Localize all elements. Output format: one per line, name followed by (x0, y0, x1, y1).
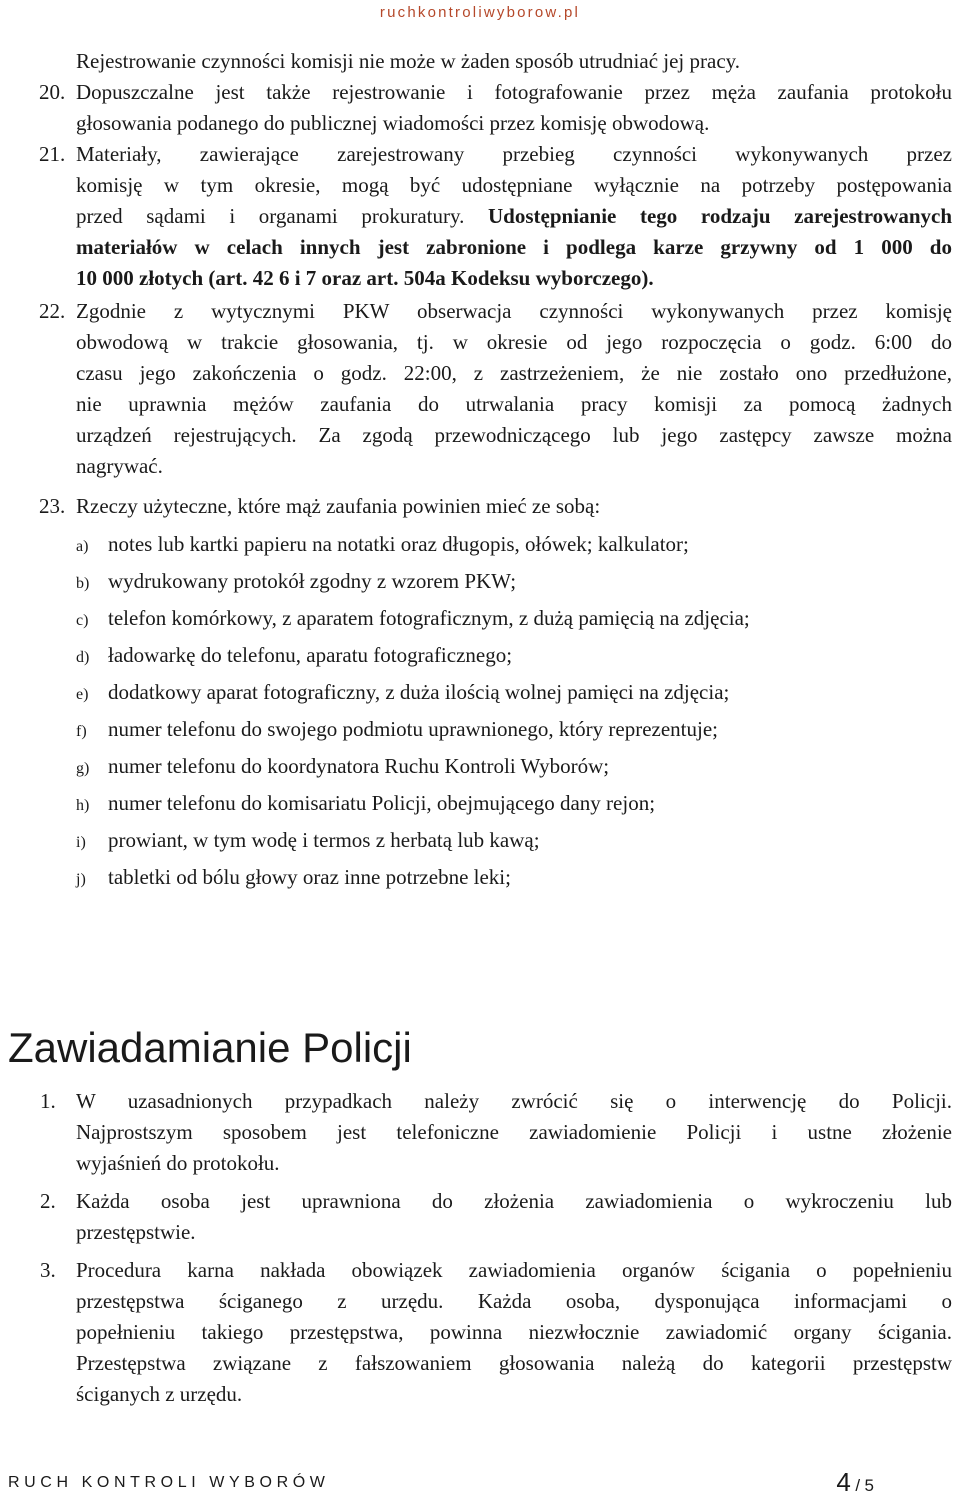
sub-text: telefon komórkowy, z aparatem fotograficznym, z dużą pamięcią na zdjęcia; (108, 606, 750, 630)
item-number: 1. (40, 1089, 56, 1113)
sub-list-item (76, 862, 952, 895)
sub-letter: i) (76, 834, 86, 851)
sub-letter: a) (76, 538, 89, 555)
intro-paragraph (76, 46, 952, 77)
sub-text: tabletki od bólu głowy oraz inne potrzebne leki; (108, 865, 511, 889)
text-line: przestępstwie. (76, 1220, 196, 1244)
text-line: ściganych z urzędu. (76, 1382, 243, 1406)
sub-list-item (76, 714, 952, 747)
sub-letter: h) (76, 797, 90, 814)
sub-list-item (76, 788, 952, 821)
text-line: Dopuszczalne jest także rejestrowanie i fotografowanie przez męża zaufania protokołu (76, 80, 952, 104)
list-item-23 (39, 491, 952, 522)
item-number: 2. (40, 1189, 56, 1213)
item-number: 3. (40, 1258, 56, 1282)
sub-letter: d) (76, 649, 90, 666)
footer-brand: RUCH KONTROLI WYBORÓW (8, 1474, 330, 1491)
text-line: urządzeń rejestrujących. Za zgodą przewodniczącego lub jego zastępcy zawsze można (76, 423, 952, 447)
sub-list-item (76, 603, 952, 636)
site-url[interactable]: ruchkontroliwyborow.pl (379, 4, 581, 21)
list-item-21 (39, 139, 952, 294)
sub-text: ładowarkę do telefonu, aparatu fotograficznego; (108, 643, 513, 667)
sub-list-item (76, 566, 952, 599)
text-line: czasu jego zakończenia o godz. 22:00, z zastrzeżeniem, że nie zostało ono przedłużone, (76, 361, 952, 385)
text-line: Procedura karna nakłada obowiązek zawiadomienia organów ścigania o popełnieniu (76, 1258, 952, 1282)
text-line: komisję w tym okresie, mogą być udostępniane wyłącznie na potrzeby postępowania (76, 173, 952, 197)
sub-letter: j) (76, 871, 86, 888)
section-item-1 (40, 1086, 952, 1179)
sub-list-item (76, 825, 952, 858)
sub-text: numer telefonu do koordynatora Ruchu Kontroli Wyborów; (108, 754, 610, 778)
sub-list-item (76, 529, 952, 562)
bold-notice-line: materiałów w celach innych jest zabronione i podlega karze grzywny od 1 000 do (76, 235, 952, 259)
sub-list-item (76, 640, 952, 673)
sub-text: numer telefonu do swojego podmiotu uprawnionego, który reprezentuje; (108, 717, 719, 741)
page-number (836, 1467, 874, 1498)
text-line: obwodową w trakcie głosowania, tj. w okresie od jego rozpoczęcia o godz. 6:00 do (76, 330, 952, 354)
section-item-3 (40, 1255, 952, 1410)
sub-text: notes lub kartki papieru na notatki oraz długopis, ołówek; kalkulator; (108, 532, 689, 556)
sub-text: numer telefonu do komisariatu Policji, obejmującego dany rejon; (108, 791, 656, 815)
text-line: przestępstwa ściganego z urzędu. Każda osoba, dysponująca informacjami o (76, 1289, 952, 1313)
sub-letter: c) (76, 612, 89, 629)
section-item-2 (40, 1186, 952, 1248)
sub-letter: b) (76, 575, 90, 592)
item-number: 20. (39, 80, 66, 104)
text-line: Przestępstwa związane z fałszowaniem głosowania należą do kategorii przestępstw (76, 1351, 952, 1375)
sub-text: dodatkowy aparat fotograficzny, z duża ilością wolnej pamięci na zdjęcia; (108, 680, 730, 704)
text-line: nie uprawnia mężów zaufania do utrwalania pracy komisji za pomocą żadnych (76, 392, 952, 416)
text-line: W uzasadnionych przypadkach należy zwrócić się o interwencję do Policji. (76, 1089, 952, 1113)
text-line: wyjaśnień do protokołu. (76, 1151, 280, 1175)
list-item-20 (39, 77, 952, 139)
sub-letter: e) (76, 686, 89, 703)
text-segment: przed sądami i organami prokuratury. (76, 204, 465, 228)
bold-notice-line: 10 000 złotych (art. 42 6 i 7 oraz art. 504a Kodeksu wyborczego). (76, 266, 654, 290)
text-line: głosowania podanego do publicznej wiadomości przez komisję obwodową. (76, 111, 710, 135)
sub-list-item (76, 751, 952, 784)
sub-letter: g) (76, 760, 90, 777)
text-line: Każda osoba jest uprawniona do złożenia zawiadomienia o wykroczeniu lub (76, 1189, 952, 1213)
text-line: Zgodnie z wytycznymi PKW obserwacja czynności wykonywanych przez komisję (76, 299, 952, 323)
item-number: 22. (39, 299, 66, 323)
list-item-22 (39, 296, 952, 482)
sub-text: prowiant, w tym wodę i termos z herbatą lub kawą; (108, 828, 540, 852)
text-line (76, 201, 952, 232)
intro-line: Rejestrowanie czynności komisji nie może w żaden sposób utrudniać jej pracy. (76, 49, 741, 73)
page-total: 5 (864, 1476, 874, 1495)
sub-text: wydrukowany protokół zgodny z wzorem PKW; (108, 569, 517, 593)
page-separator: / (855, 1476, 861, 1495)
item-number: 23. (39, 494, 66, 518)
text-line: Materiały, zawierające zarejestrowany przebieg czynności wykonywanych przez (76, 142, 952, 166)
text-line: popełnieniu takiego przestępstwa, powinna niezwłocznie zawiadomić organy ścigania. (76, 1320, 952, 1344)
bold-notice-start: Udostępnianie tego rodzaju zarejestrowanych (488, 204, 952, 228)
text-line: nagrywać. (76, 454, 163, 478)
text-line: Rzeczy użyteczne, które mąż zaufania powinien mieć ze sobą: (76, 494, 601, 518)
item-number: 21. (39, 142, 66, 166)
sub-list-item (76, 677, 952, 710)
sub-letter: f) (76, 723, 87, 740)
page-current: 4 (836, 1467, 851, 1497)
text-line: Najprostszym sposobem jest telefoniczne zawiadomienie Policji i ustne złożenie (76, 1120, 952, 1144)
section-title: Zawiadamianie Policji (8, 1024, 412, 1071)
